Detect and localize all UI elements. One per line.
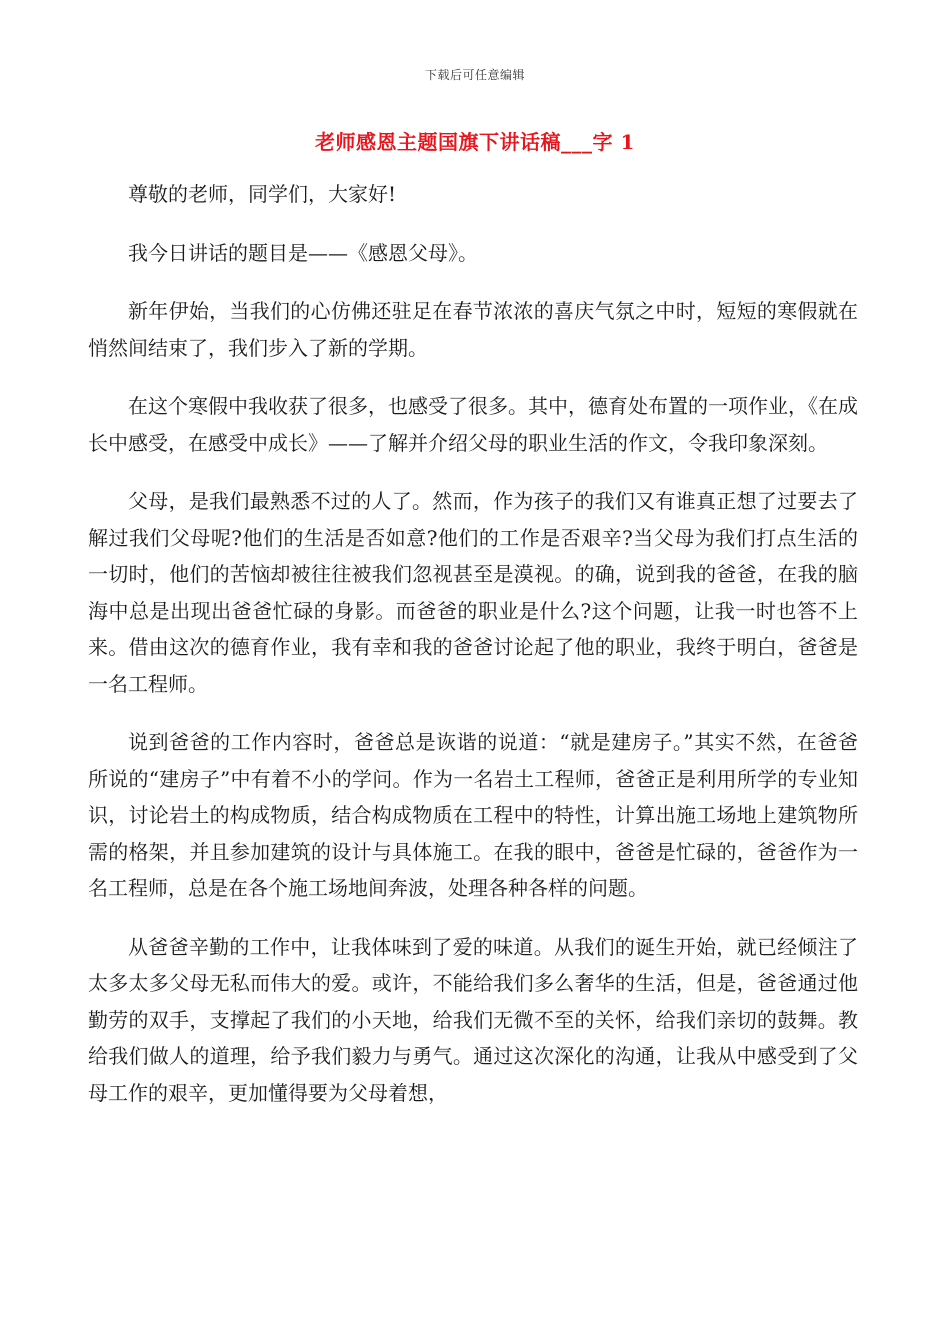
- header-note: 下载后可任意编辑: [424, 68, 525, 82]
- paragraph: 新年伊始，当我们的心仿佛还驻足在春节浓浓的喜庆气氛之中时，短短的寒假就在悄然间结束了，我们步入了新的学期。: [88, 299, 858, 360]
- paragraph: 父母，是我们最熟悉不过的人了。然而，作为孩子的我们又有谁真正想了过要去了解过我们父母呢?他们的生活是否如意?他们的工作是否艰辛?当父母为我们打点生活的一切时，他们的苦恼却被往往被我们忽视甚至是漠视。的确，说到我的爸爸，在我的脑海中总是出现出爸爸忙碌的身影。而爸爸的职业是什么?这个问题，让我一时也答不上来。借由这次的德育作业，我有幸和我的爸爸讨论起了他的职业，我终于明白，爸爸是一名工程师。: [88, 489, 858, 696]
- document-title: 老师感恩主题国旗下讲话稿___字 1: [315, 130, 635, 154]
- paragraph: 从爸爸辛勤的工作中，让我体味到了爱的味道。从我们的诞生开始，就已经倾注了太多太多父母无私而伟大的爱。或许，不能给我们多么奢华的生活，但是，爸爸通过他勤劳的双手，支撑起了我们的小天地，给我们无微不至的关怀，给我们亲切的鼓舞。教给我们做人的道理，给予我们毅力与勇气。通过这次深化的沟通，让我从中感受到了父母工作的艰辛，更加懂得要为父母着想，: [88, 934, 858, 1105]
- document-body: [88, 176, 858, 1133]
- paragraph-topic: 我今日讲话的题目是——《感恩父母》。: [128, 240, 478, 265]
- paragraph: 在这个寒假中我收获了很多，也感受了很多。其中，德育处布置的一项作业，《在成长中感受，在感受中成长》——了解并介绍父母的职业生活的作文，令我印象深刻。: [88, 394, 858, 455]
- paragraph-greeting: 尊敬的老师，同学们，大家好!: [128, 182, 397, 206]
- paragraph: 说到爸爸的工作内容时，爸爸总是诙谐的说道：“就是建房子。”其实不然，在爸爸所说的“建房子”中有着不小的学问。作为一名岩土工程师，爸爸正是利用所学的专业知识，讨论岩土的构成物质，结合构成物质在工程中的特性，计算出施工场地上建筑物所需的格架，并且参加建筑的设计与具体施工。在我的眼中，爸爸是忙碌的，爸爸作为一名工程师，总是在各个施工场地间奔波，处理各种各样的问题。: [88, 730, 858, 900]
